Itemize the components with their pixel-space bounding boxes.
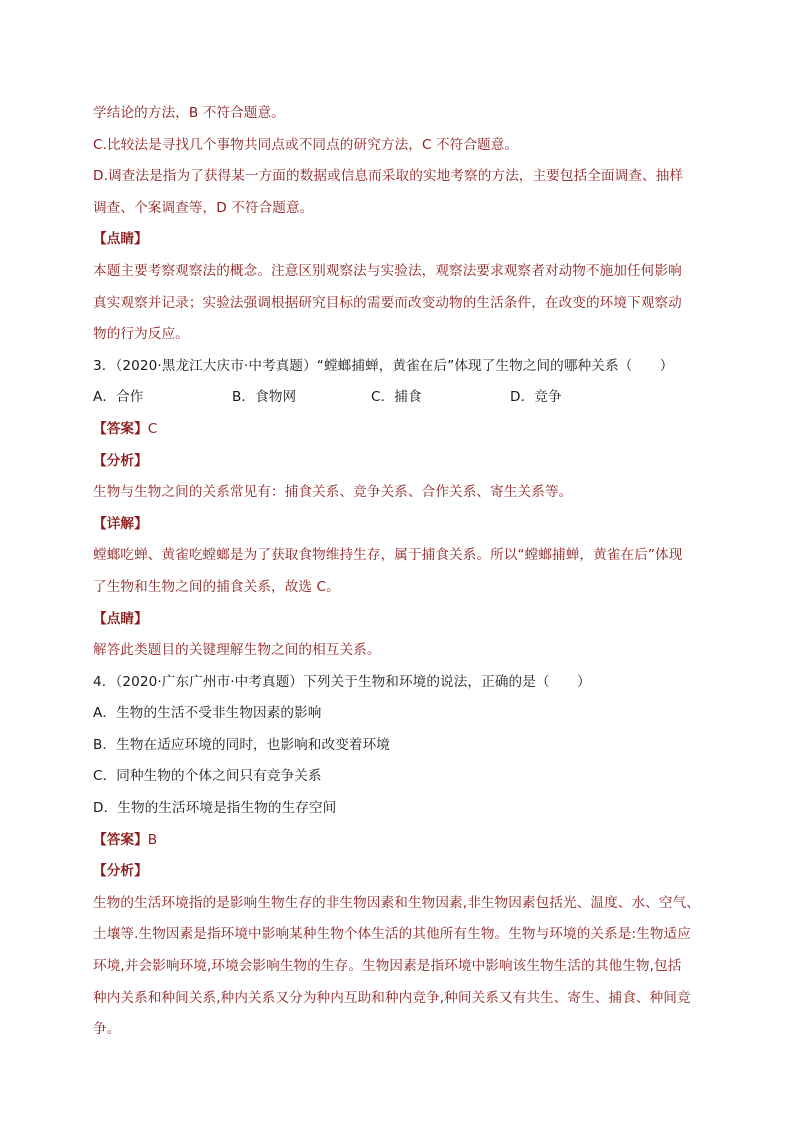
page-content xyxy=(93,98,707,1046)
question-3-options xyxy=(93,382,707,414)
xiangjie-text: 螳螂吃蝉、黄雀吃螳螂是为了获取食物维持生存，属于捕食关系。所以“螳螂捕蝉，黄雀在后”体现 xyxy=(93,547,683,564)
option-c: C．捕食 xyxy=(371,389,422,406)
answer-heading: 【答案】 xyxy=(93,420,148,437)
option-d-explanation-cont: 调查、个案调查等，D 不符合题意。 xyxy=(93,199,314,216)
fenxi-text: 土壤等.生物因素是指环境中影响某种生物个体生活的其他所有生物。生物与环境的关系是:生物适应 xyxy=(93,926,691,943)
fenxi-text: 生物的生活环境指的是影响生物生存的非生物因素和生物因素,非生物因素包括光、温度、水、空气、 xyxy=(93,894,700,911)
option-d: D．生物的生活环境是指生物的生存空间 xyxy=(93,800,337,817)
xiangjie-text: 了生物和生物之间的捕食关系，故选 C。 xyxy=(93,578,340,595)
option-b: B．生物在适应环境的同时，也影响和改变着环境 xyxy=(93,736,390,753)
option-d-explanation: D.调查法是指为了获得某一方面的数据或信息而采取的实地考察的方法，主要包括全面调查、抽样 xyxy=(93,168,684,185)
option-a: A．合作 xyxy=(93,389,144,406)
dianjing-text: 本题主要考察观察法的概念。注意区别观察法与实验法，观察法要求观察者对动物不施加任何影响 xyxy=(93,262,682,279)
fenxi-heading: 【分析】 xyxy=(93,452,148,469)
answer-line xyxy=(93,414,707,446)
option-b: B．食物网 xyxy=(232,389,297,406)
option-a: A．生物的生活不受非生物因素的影响 xyxy=(93,705,322,722)
dianjing-heading: 【点睛】 xyxy=(93,610,148,627)
option-c-explanation: C.比较法是寻找几个事物共同点或不同点的研究方法，C 不符合题意。 xyxy=(93,136,519,153)
fenxi-text: 生物与生物之间的关系常见有：捕食关系、竞争关系、合作关系、寄生关系等。 xyxy=(93,484,573,501)
answer-line xyxy=(93,825,707,857)
text-line: 学结论的方法，B 不符合题意。 xyxy=(93,105,285,121)
dianjing-text: 解答此类题目的关键理解生物之间的相互关系。 xyxy=(93,642,381,659)
dianjing-text: 真实观察并记录；实验法强调根据研究目标的需要而改变动物的生活条件，在改变的环境下观察动 xyxy=(93,294,682,311)
fenxi-text: 种内关系和种间关系,种内关系又分为种内互助和种内竞争,种间关系又有共生、寄生、捕食、种间竞 xyxy=(93,989,691,1006)
option-d: D．竞争 xyxy=(510,389,562,406)
xiangjie-heading: 【详解】 xyxy=(93,515,148,532)
dianjing-heading: 【点睛】 xyxy=(93,231,148,248)
fenxi-text: 环境,并会影响环境,环境会影响生物的生存。生物因素是指环境中影响该生物生活的其他生物,包括 xyxy=(93,958,682,975)
fenxi-heading: 【分析】 xyxy=(93,863,148,880)
answer-heading: 【答案】 xyxy=(93,831,148,848)
option-c: C．同种生物的个体之间只有竞争关系 xyxy=(93,768,322,785)
question-4-stem: 4．（2020·广东广州市·中考真题）下列关于生物和环境的说法，正确的是（ ） xyxy=(93,673,591,690)
fenxi-text: 争。 xyxy=(93,1021,121,1038)
answer-value: C xyxy=(147,420,158,437)
answer-value: B xyxy=(147,831,158,848)
question-3-stem: 3．（2020·黑龙江大庆市·中考真题）“螳螂捕蝉，黄雀在后”体现了生物之间的哪种关系（ ） xyxy=(93,357,674,374)
dianjing-text: 物的行为反应。 xyxy=(93,326,189,343)
